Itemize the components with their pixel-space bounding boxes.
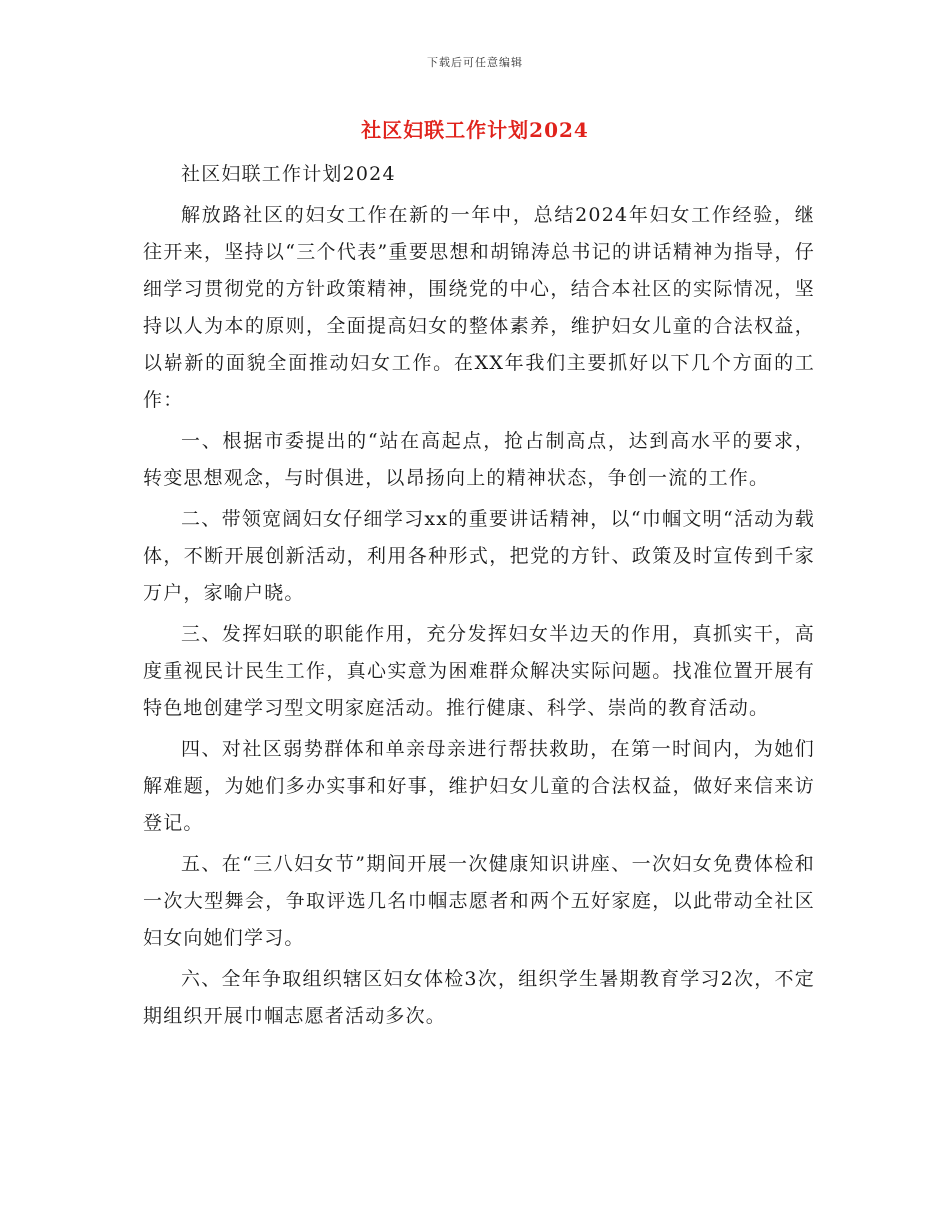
document-body: [143, 156, 815, 1039]
document-title: 社区妇联工作计划2024: [361, 118, 589, 142]
page-header-note: 下载后可任意编辑: [427, 56, 523, 69]
paragraph-item-5: 五、在“三八妇女节”期间开展一次健康知识讲座、一次妇女免费体检和一次大型舞会，争取评选几名巾帼志愿者和两个五好家庭，以此带动全社区妇女向她们学习。: [143, 853, 815, 949]
paragraph-subtitle: 社区妇联工作计划2024: [181, 163, 396, 185]
paragraph-item-4: 四、对社区弱势群体和单亲母亲进行帮扶救助，在第一时间内，为她们解难题，为她们多办实事和好事，维护妇女儿童的合法权益，做好来信来访登记。: [143, 738, 815, 834]
paragraph-intro: 解放路社区的妇女工作在新的一年中，总结2024年妇女工作经验，继往开来，坚持以“三个代表”重要思想和胡锦涛总书记的讲话精神为指导，仔细学习贯彻党的方针政策精神，围绕党的中心，结合本社区的实际情况，坚持以人为本的原则，全面提高妇女的整体素养，维护妇女儿童的合法权益，以崭新的面貌全面推动妇女工作。在XX年我们主要抓好以下几个方面的工作：: [143, 204, 815, 411]
paragraph-item-2: 二、带领宽阔妇女仔细学习xx的重要讲话精神，以“巾帼文明“活动为载体，不断开展创新活动，利用各种形式，把党的方针、政策及时宣传到千家万户，家喻户晓。: [143, 508, 815, 604]
paragraph-item-3: 三、发挥妇联的职能作用，充分发挥妇女半边天的作用，真抓实干，高度重视民计民生工作，真心实意为困难群众解决实际问题。找准位置开展有特色地创建学习型文明家庭活动。推行健康、科学、崇尚的教育活动。: [143, 623, 815, 719]
paragraph-item-6: 六、全年争取组织辖区妇女体检3次，组织学生暑期教育学习2次，不定期组织开展巾帼志愿者活动多次。: [143, 968, 815, 1027]
paragraph-item-1: 一、根据市委提出的“站在高起点，抢占制高点，达到高水平的要求，转变思想观念，与时俱进，以昂扬向上的精神状态，争创一流的工作。: [143, 430, 815, 489]
